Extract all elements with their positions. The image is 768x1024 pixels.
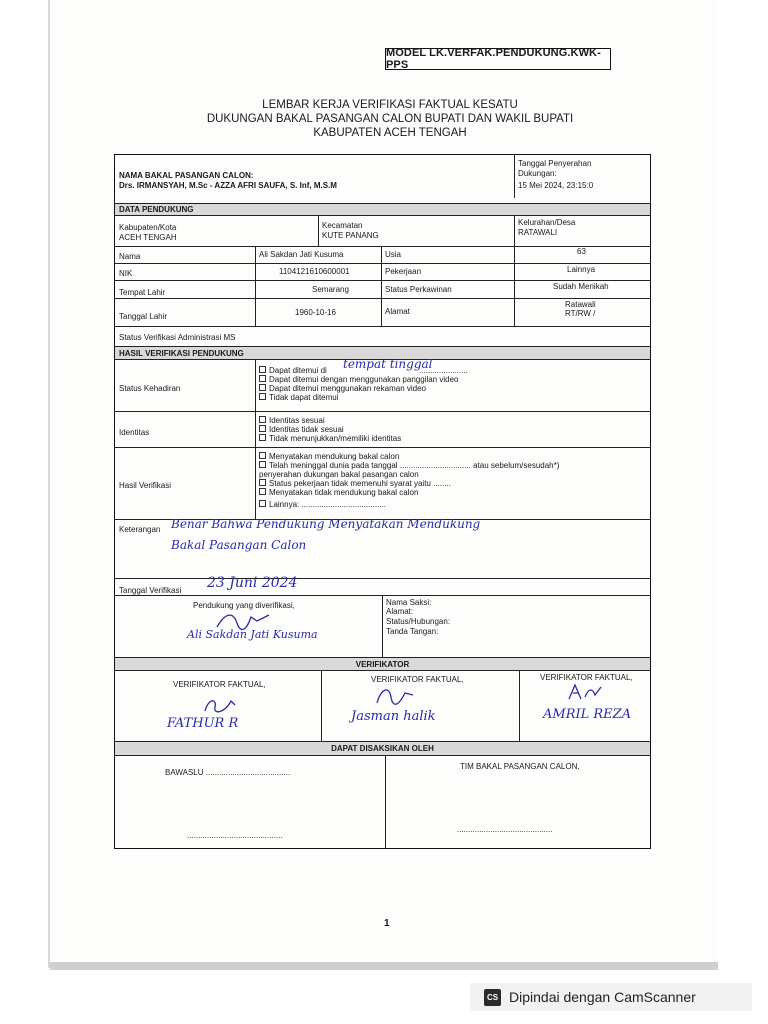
checkbox-checked-icon — [259, 416, 266, 423]
option-text: Dapat ditemui di — [269, 366, 327, 375]
nik-label: NIK — [119, 269, 133, 278]
kehadiran-dots: ...................... — [419, 366, 468, 375]
kehadiran-option-4 — [259, 393, 339, 402]
section-label: HASIL VERIFIKASI PENDUKUNG — [119, 348, 244, 358]
bawaslu-signature-line: ........................................... — [187, 831, 283, 840]
verifikator-3-signature — [565, 681, 605, 705]
tanggal-lahir-label: Tanggal Lahir — [119, 312, 168, 321]
checkbox-checked-icon — [259, 452, 266, 459]
handwritten-keterangan-2: Bakal Pasangan Calon — [171, 538, 307, 552]
option-text: Dapat ditemui dengan menggunakan panggilan video — [269, 375, 459, 384]
kecamatan-label: Kecamatan — [322, 221, 363, 230]
divider — [519, 671, 520, 743]
option-text: Identitas sesuai — [269, 416, 325, 425]
checkbox-checked-icon — [259, 366, 266, 373]
tim-signature-line: ........................................... — [457, 825, 553, 834]
nama-value: Ali Sakdan Jati Kusuma — [259, 250, 344, 259]
camscanner-watermark — [470, 983, 752, 1011]
kabupaten-label: Kabupaten/Kota — [119, 223, 177, 232]
verifikasi-option-5 — [259, 500, 386, 509]
handwritten-verifikator-1: FATHUR R — [167, 716, 239, 731]
hasil-verifikasi-label: Hasil Verifikasi — [119, 481, 172, 490]
option-text: Menyatakan mendukung bakal calon — [269, 452, 400, 461]
kehadiran-option-1 — [259, 366, 327, 375]
section-label: DATA PENDUKUNG — [119, 205, 194, 214]
section-data-pendukung — [115, 203, 650, 216]
saksi-alamat: Alamat: — [386, 607, 414, 616]
divider — [318, 216, 319, 246]
status-kawin-label: Status Perkawinan — [385, 285, 452, 294]
pekerjaan-label: Pekerjaan — [385, 267, 422, 276]
verifikasi-option-2 — [259, 461, 559, 470]
verifikator-1-label: VERIFIKATOR FAKTUAL, — [173, 680, 266, 689]
submission-date-label-2: Dukungan: — [518, 169, 557, 178]
verifikasi-option-4 — [259, 488, 418, 497]
saksi-tanda-tangan: Tanda Tangan: — [386, 627, 439, 636]
verifikator-2-label: VERIFIKATOR FAKTUAL, — [371, 675, 464, 684]
title-line-1: LEMBAR KERJA VERIFIKASI FAKTUAL KESATU — [262, 99, 518, 111]
divider — [514, 155, 515, 198]
handwritten-pendukung-name: Ali Sakdan Jati Kusuma — [187, 628, 318, 641]
tempat-lahir-value: Semarang — [312, 285, 349, 294]
section-label: VERIFIKATOR — [355, 659, 410, 669]
option-text: Dapat ditemui menggunakan rekaman video — [269, 384, 426, 393]
verification-form — [114, 154, 651, 849]
model-code-box — [385, 48, 611, 70]
usia-label: Usia — [385, 250, 402, 259]
verifikasi-option-2b: penyerahan dukungan bakal pasangan calon — [259, 470, 419, 479]
checkbox-icon — [259, 375, 266, 382]
divider — [514, 246, 515, 326]
divider — [381, 246, 382, 326]
divider — [255, 246, 256, 326]
option-text: Telah meninggal dunia pada tanggal ................................ atau sebelum/sesudah*) — [269, 461, 560, 470]
keterangan-label: Keterangan — [119, 525, 161, 534]
option-text: Tidak dapat ditemui — [269, 393, 339, 402]
alamat-label: Alamat — [385, 307, 410, 316]
alamat-value-1: Ratawali — [565, 300, 596, 309]
row-line — [115, 280, 650, 281]
row-line — [115, 298, 650, 299]
submission-date-label-1: Tanggal Penyerahan — [518, 159, 592, 168]
option-text: Tidak menunjukkan/memiliki identitas — [269, 434, 402, 443]
pekerjaan-value: Lainnya — [567, 265, 596, 274]
kabupaten-value: ACEH TENGAH — [119, 233, 177, 242]
checkbox-icon — [259, 384, 266, 391]
document-title — [150, 98, 630, 140]
tempat-lahir-label: Tempat Lahir — [119, 288, 166, 297]
usia-value: 63 — [577, 247, 586, 256]
handwritten-verifikator-2: Jasman halik — [351, 709, 436, 724]
section-verifikator — [115, 657, 650, 671]
row-line — [115, 263, 650, 264]
row-line — [115, 246, 650, 247]
kehadiran-label: Status Kehadiran — [119, 384, 181, 393]
divider — [514, 216, 515, 246]
checkbox-icon — [259, 488, 266, 495]
scan-background — [0, 0, 50, 968]
handwritten-tanggal-verifikasi: 23 Juni 2024 — [207, 575, 298, 591]
verifikator-3-label: VERIFIKATOR FAKTUAL, — [540, 673, 633, 682]
candidate-label: NAMA BAKAL PASANGAN CALON: — [119, 171, 254, 180]
saksi-status: Status/Hubungan: — [386, 617, 451, 626]
divider — [382, 595, 383, 657]
verifikator-2-signature — [371, 683, 417, 709]
identitas-label: Identitas — [119, 428, 150, 437]
submission-date-value: 15 Mei 2024, 23:15:0 — [518, 181, 594, 190]
identitas-option-3 — [259, 434, 401, 443]
candidate-value: Drs. IRMANSYAH, M.Sc - AZZA AFRI SAUFA, S. Inf, M.S.M — [119, 181, 337, 190]
nama-label: Nama — [119, 252, 141, 261]
kehadiran-option-3 — [259, 384, 426, 393]
watermark-text: Dipindai dengan CamScanner — [509, 989, 696, 1005]
row-line — [115, 578, 650, 579]
alamat-value-2: RT/RW / — [565, 309, 596, 318]
section-disaksikan — [115, 741, 650, 756]
divider — [255, 360, 256, 519]
checkbox-icon — [259, 479, 266, 486]
status-verifikasi-admin: Status Verifikasi Administrasi MS — [119, 333, 236, 342]
bawaslu-label: BAWASLU ...................................... — [165, 768, 291, 777]
divider — [321, 671, 322, 743]
tim-label: TIM BAKAL PASANGAN CALON, — [460, 762, 580, 771]
option-text: Status pekerjaan tidak memenuhi syarat yaitu ........ — [269, 479, 451, 488]
model-code: MODEL LK.VERFAK.PENDUKUNG.KWK-PPS — [386, 47, 601, 71]
checkbox-icon — [259, 393, 266, 400]
page-shadow — [50, 962, 718, 970]
option-text: Lainnya: ...................................... — [269, 500, 386, 509]
tanggal-lahir-value: 1960-10-16 — [295, 308, 336, 317]
page-number: 1 — [384, 918, 390, 929]
title-line-3: KABUPATEN ACEH TENGAH — [313, 127, 467, 139]
checkbox-icon — [259, 425, 266, 432]
handwritten-location: tempat tinggal — [343, 357, 433, 371]
verifikasi-option-3 — [259, 479, 451, 488]
verifikasi-option-1 — [259, 452, 399, 461]
camscanner-logo-icon: CS — [484, 989, 501, 1006]
checkbox-icon — [259, 434, 266, 441]
row-line — [115, 447, 650, 448]
kehadiran-option-2 — [259, 375, 458, 384]
divider — [385, 756, 386, 848]
title-line-2: DUKUNGAN BAKAL PASANGAN CALON BUPATI DAN WAKIL BUPATI — [206, 113, 574, 125]
kecamatan-value: KUTE PANANG — [322, 231, 379, 240]
kelurahan-label: Kelurahan/Desa — [518, 218, 576, 227]
option-text: Menyatakan tidak mendukung bakal calon — [269, 488, 419, 497]
checkbox-icon — [259, 500, 266, 507]
identitas-option-2 — [259, 425, 344, 434]
section-label: DAPAT DISAKSIKAN OLEH — [331, 744, 434, 753]
handwritten-keterangan-1: Benar Bahwa Pendukung Menyatakan Mendukung — [171, 517, 481, 531]
handwritten-verifikator-3: AMRIL REZA — [543, 707, 632, 722]
row-line — [115, 411, 650, 412]
kelurahan-value: RATAWALI — [518, 228, 558, 237]
nik-value: 1104121610600001 — [279, 267, 350, 276]
identitas-option-1 — [259, 416, 325, 425]
tanggal-verifikasi-label: Tanggal Verifikasi — [119, 586, 182, 595]
checkbox-icon — [259, 461, 266, 468]
saksi-nama: Nama Saksi: — [386, 598, 432, 607]
status-kawin-value: Sudah Menikah — [553, 282, 609, 291]
row-line — [115, 326, 650, 327]
pendukung-label: Pendukung yang diverifikasi, — [193, 601, 295, 610]
option-text: Identitas tidak sesuai — [269, 425, 344, 434]
